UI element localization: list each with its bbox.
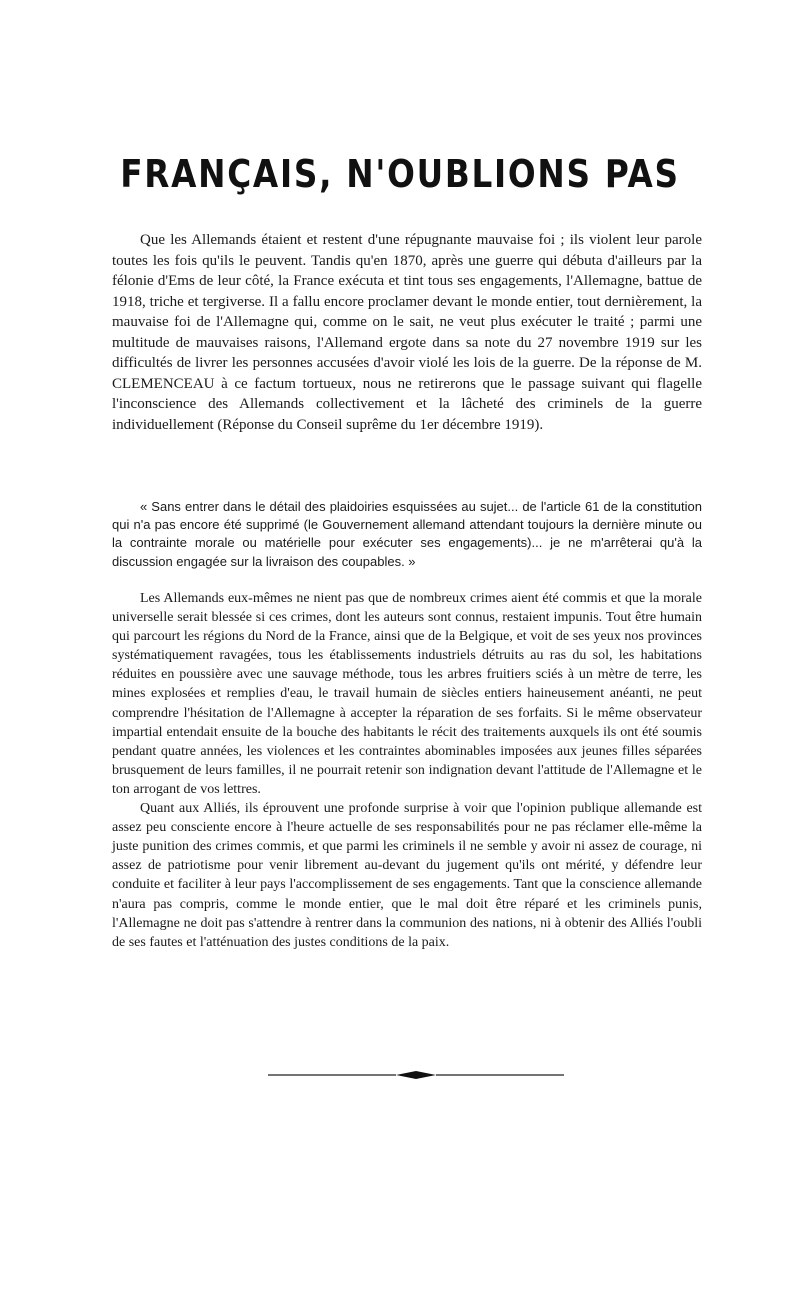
quote-paragraph: « Sans entrer dans le détail des plaidoiries esquissées au sujet... de l'article 61 de la constitution qui n'a pas encore été supprimé (le Gouvernement allemand attendant toujours la dernière minute ou la contrainte morale ou matérielle pour exécuter ses engagements)... je ne m'arrêterai qu'à la discussion engagée sur la livraison des coupables. » [112,499,702,569]
intro-section [112,230,702,435]
body-paragraph: Les Allemands eux-mêmes ne nient pas que de nombreux crimes aient été commis et que la morale universelle serait blessée si ces crimes, dont les auteurs sont connus, restaient impunis. Tout être humain qui parcourt les régions du Nord de la France, ainsi que de la Belgique, et voit de ses yeux nos provinces systématiquement ravagées, tous les établissements industriels détruits au ras du sol, les habitations réduites en poussière avec une sauvage méthode, tous les arbres fruitiers sciés à un mètre de terre, les mines explosées et remplies d'eau, le travail humain de siècles entiers haineusement anéanti, ne peut comprendre l'hésitation de l'Allemagne à accepter la réparation de ses forfaits. Si le même observateur impartial entendait ensuite de la bouche des habitants le récit des traitements auxquels ils ont été soumis pendant quatre années, les violences et les contraintes abominables imposées aux jeunes filles séparées brusquement de leurs familles, il ne pourrait retenir son indignation devant l'attitude de l'Allemagne et le ton arrogant de vos lettres. [112,591,702,797]
body-paragraph: Quant aux Alliés, ils éprouvent une profonde surprise à voir que l'opinion publique allemande est assez peu consciente encore à l'heure actuelle de ses responsabilités pour ne pas réclamer elle-même la juste punition des crimes commis, et que parmi les criminels il ne semble y avoir ni assez de courage, ni assez de patriotisme pour venir librement au-devant du jugement qu'ils ont mérité, y défendre leur conduite et faciliter à leur pays l'accomplissement de ses engagements. Tant que la conscience allemande n'aura pas compris, comme le monde entier, que le mal doit être réparé et les criminels punis, l'Allemagne ne doit pas s'attendre à rentrer dans la communion des nations, ni à obtenir des Alliés l'oubli de ses fautes et l'atténuation des justes conditions de la paix. [112,801,702,950]
intro-paragraph: Que les Allemands étaient et restent d'une répugnante mauvaise foi ; ils violent leur parole toutes les fois qu'ils le peuvent. Tandis qu'en 1870, après une guerre qui débuta d'ailleurs par la félonie d'Ems de leur côté, la France exécuta et tint tous ses engagements, l'Allemagne, battue de 1918, triche et tergiverse. Il a fallu encore proclamer devant le monde entier, tout dernièrement, la mauvaise foi de l'Allemagne qui, comme on le sait, ne veut plus exécuter le traité ; parmi une multitude de mauvaises raisons, l'Allemand ergote dans sa note du 27 novembre 1919 sur les difficultés de livrer les personnes accusées d'avoir violé les lois de la guerre. De la réponse de M. CLEMENCEAU à ce factum tortueux, nous ne retirerons que le passage suivant qui flagelle l'inconscience des Allemands collectivement et la lâcheté des criminels de la guerre individuellement (Réponse du Conseil suprême du 1er décembre 1919). [112,232,702,433]
body-section [112,589,702,952]
page-title: FRANÇAIS, N'OUBLIONS PAS [120,152,680,196]
quote-section [112,498,702,571]
ornamental-divider [268,1068,564,1082]
